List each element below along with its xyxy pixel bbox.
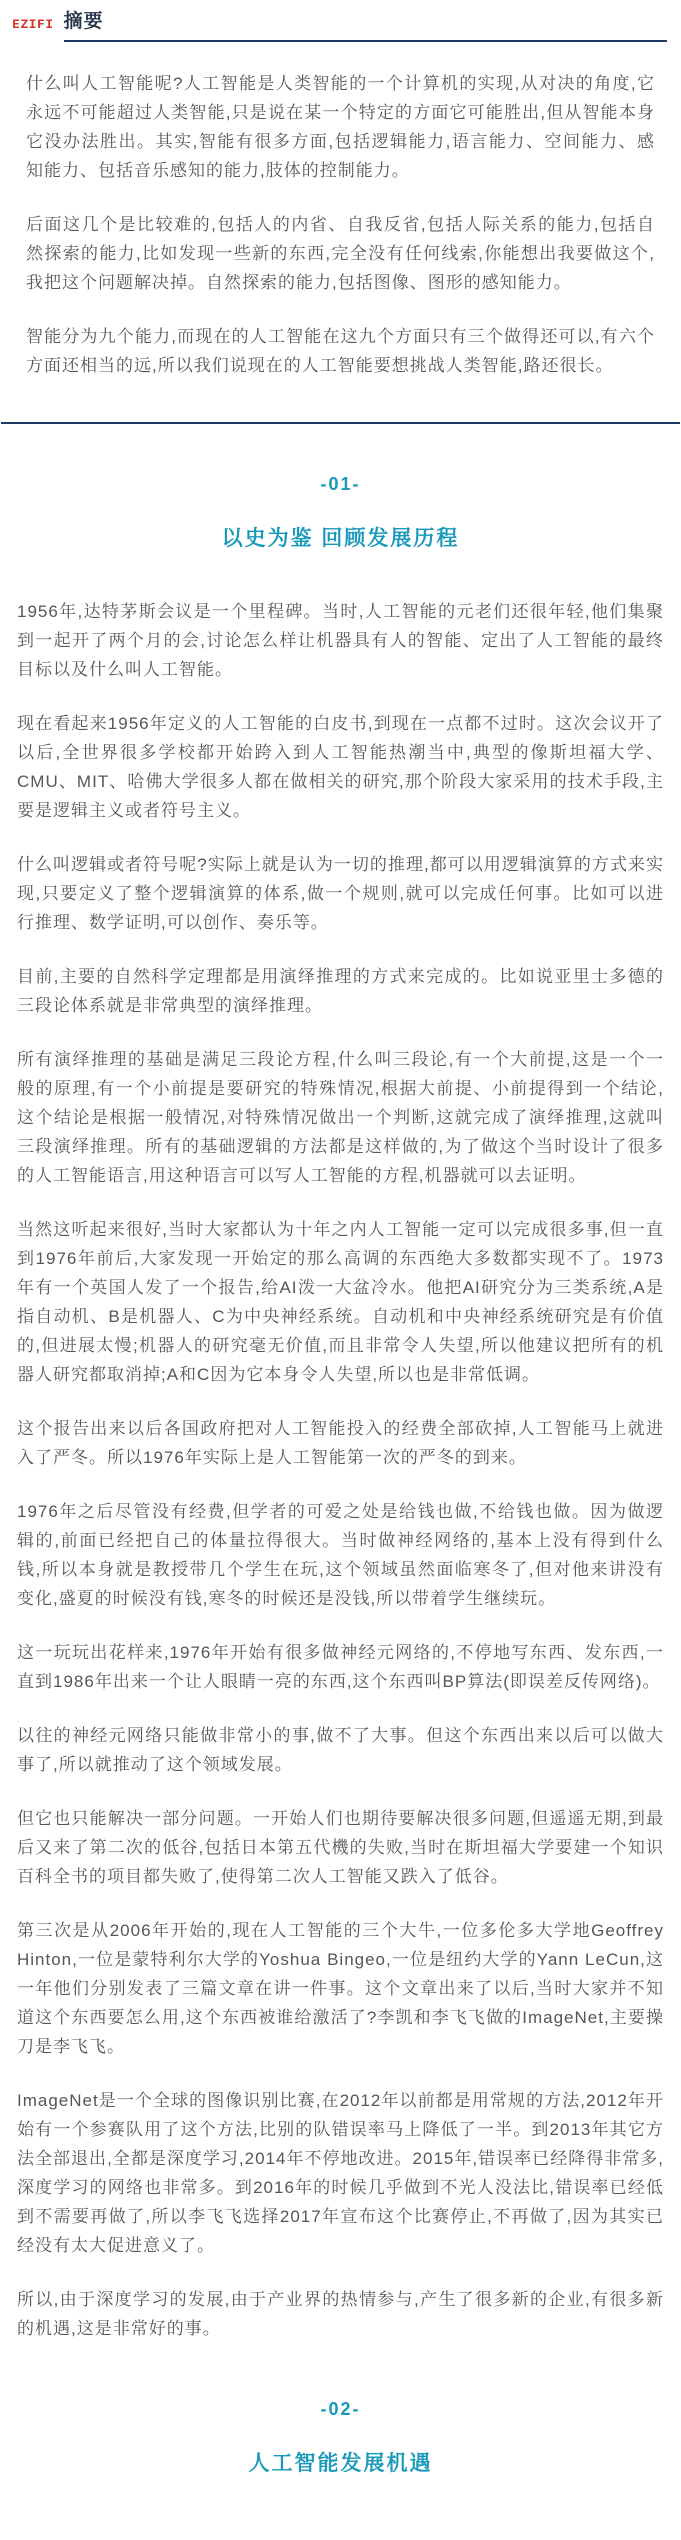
paragraph: 什么叫逻辑或者符号呢?实际上就是认为一切的推理,都可以用逻辑演算的方式来实现,只要定义了整个逻辑演算的体系,做一个规则,就可以完成任何事。比如可以进行推理、数学证明,可以创作、奏乐等。: [17, 855, 664, 932]
paragraph: 这个报告出来以后各国政府把对人工智能投入的经费全部砍掉,人工智能马上就进入了严冬。所以1976年实际上是人工智能第一次的严冬的到来。: [17, 1419, 664, 1467]
paragraph: 所有演绎推理的基础是满足三段论方程,什么叫三段论,有一个大前提,这是一个一般的原理,有一个小前提是要研究的特殊情况,根据大前提、小前提得到一个结论,这个结论是根据一般情况,对特殊情况做出一个判断,这就完成了演绎推理,这就叫三段演绎推理。所有的基础逻辑的方法都是这样做的,为了做这个当时设计了很多的人工智能语言,用这种语言可以写人工智能的方程,机器就可以去证明。: [17, 1050, 664, 1185]
paragraph: 1956年,达特茅斯会议是一个里程碑。当时,人工智能的元老们还很年轻,他们集聚到一起开了两个月的会,讨论怎么样让机器具有人的智能、定出了人工智能的最终目标以及什么叫人工智能。: [17, 602, 664, 679]
paragraph: 当然这听起来很好,当时大家都认为十年之内人工智能一定可以完成很多事,但一直到1976年前后,大家发现一开始定的那么高调的东西绝大多数都实现不了。1973年有一个英国人发了一个报告,给AI泼一大盆冷水。他把AI研究分为三类系统,A是指自动机、B是机器人、C为中央神经系统。自动机和中央神经系统研究是有价值的,但进展太慢;机器人的研究毫无价值,而且非常令人失望,所以他建议把所有的机器人研究都取消掉;A和C因为它本身令人失望,所以也是非常低调。: [17, 1220, 664, 1384]
section-title: 以史为鉴 回顾发展历程: [221, 527, 460, 550]
paragraph: 以往的神经元网络只能做非常小的事,做不了大事。但这个东西出来以后可以做大事了,所以就推动了这个领域发展。: [17, 1726, 664, 1774]
section-number: -01-: [320, 474, 361, 494]
abstract-header: [0, 0, 681, 42]
section-number: -02-: [320, 2399, 361, 2419]
paragraph: 什么叫人工智能呢?人工智能是人类智能的一个计算机的实现,从对决的角度,它永远不可能超过人类智能,只是说在某一个特定的方面它可能胜出,但从智能本身它没办法胜出。其实,智能有很多方面,包括逻辑能力,语言能力、空间能力、感知能力、包括音乐感知的能力,肢体的控制能力。: [26, 74, 655, 180]
abstract-body: [0, 69, 681, 380]
paragraph: ImageNet是一个全球的图像识别比赛,在2012年以前都是用常规的方法,2012年开始有一个参赛队用了这个方法,比别的队错误率马上降低了一半。到2013年其它方法全部退出,全都是深度学习,2014年不停地改进。2015年,错误率已经降得非常多,深度学习的网络也非常多。到2016年的时候几乎做到不光人没法比,错误率已经低到不需要再做了,所以李飞飞选择2017年宣布这个比赛停止,不再做了,因为其实已经没有太大促进意义了。: [17, 2091, 664, 2255]
section-divider: [1, 422, 680, 424]
paragraph: 这一玩玩出花样来,1976年开始有很多做神经元网络的,不停地写东西、发东西,一直到1986年出来一个让人眼睛一亮的东西,这个东西叫BP算法(即误差反传网络)。: [17, 1643, 664, 1691]
paragraph: 后面这几个是比较难的,包括人的内省、自我反省,包括人际关系的能力,包括自然探索的能力,比如发现一些新的东西,完全没有任何线索,你能想出我要做这个,我把这个问题解决掉。自然探索的能力,包括图像、图形的感知能力。: [26, 215, 655, 292]
section-02: [0, 2399, 681, 2477]
section-title: 人工智能发展机遇: [248, 2452, 433, 2475]
paragraph: 智能分为九个能力,而现在的人工智能在这九个方面只有三个做得还可以,有六个方面还相当的远,所以我们说现在的人工智能要想挑战人类智能,路还很长。: [26, 327, 655, 375]
section-body: [0, 597, 681, 2343]
brand-logo: EZIFI: [12, 18, 54, 32]
paragraph: 1976年之后尽管没有经费,但学者的可爱之处是给钱也做,不给钱也做。因为做逻辑的,前面已经把自己的体量拉得很大。当时做神经网络的,基本上没有得到什么钱,所以本身就是教授带几个学生在玩,这个领域虽然面临寒冬了,但对他来讲没有变化,盛夏的时候没有钱,寒冬的时候还是没钱,所以带着学生继续玩。: [17, 1502, 664, 1608]
paragraph: 现在看起来1956年定义的人工智能的白皮书,到现在一点都不过时。这次会议开了以后,全世界很多学校都开始跨入到人工智能热潮当中,典型的像斯坦福大学、CMU、MIT、哈佛大学很多人都在做相关的研究,那个阶段大家采用的技术手段,主要是逻辑主义或者符号主义。: [17, 714, 664, 820]
abstract-title: 摘要: [63, 11, 104, 32]
section-01: [0, 474, 681, 2343]
paragraph: 但它也只能解决一部分问题。一开始人们也期待要解决很多问题,但遥遥无期,到最后又来了第二次的低谷,包括日本第五代機的失败,当时在斯坦福大学要建一个知识百科全书的项目都失败了,使得第二次人工智能又跌入了低谷。: [17, 1809, 664, 1886]
paragraph: 目前,主要的自然科学定理都是用演绎推理的方式来完成的。比如说亚里士多德的三段论体系就是非常典型的演绎推理。: [17, 967, 664, 1015]
abstract-title-underline: [64, 6, 667, 42]
paragraph: 第三次是从2006年开始的,现在人工智能的三个大牛,一位多伦多大学地Geoffrey Hinton,一位是蒙特利尔大学的Yoshua Bingeo,一位是纽约大学的Yann LeCun,这一年他们分别发表了三篇文章在讲一件事。这个文章出来了以后,当时大家并不知道这个东西要怎么用,这个东西被谁给激活了?李凯和李飞飞做的ImageNet,主要操刀是李飞飞。: [17, 1921, 664, 2056]
paragraph: 所以,由于深度学习的发展,由于产业界的热情参与,产生了很多新的企业,有很多新的机遇,这是非常好的事。: [17, 2290, 664, 2338]
